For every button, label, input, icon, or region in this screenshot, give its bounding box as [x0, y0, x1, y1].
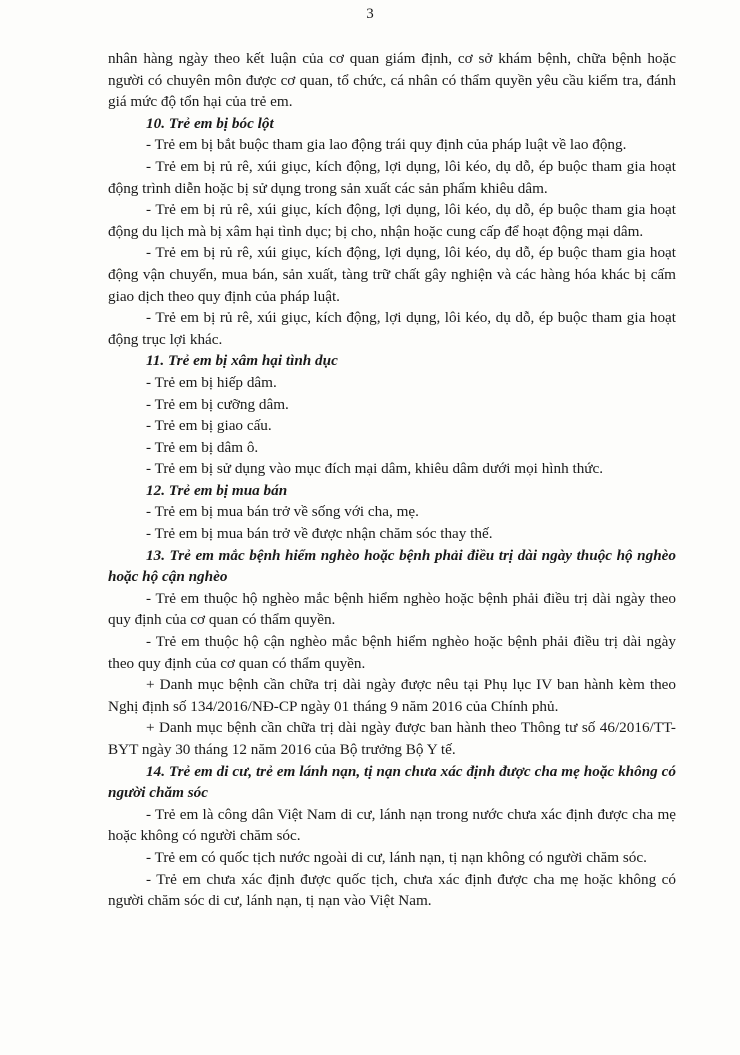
list-item: + Danh mục bệnh cần chữa trị dài ngày được nêu tại Phụ lục IV ban hành kèm theo Nghị định số 134/2016/NĐ-CP ngày 01 tháng 9 năm 2016 của Chính phủ.	[108, 676, 676, 715]
section-heading: 12. Trẻ em bị mua bán	[146, 481, 288, 499]
list-item: - Trẻ em bị mua bán trở về sống với cha, mẹ.	[146, 503, 419, 521]
section-heading: 14. Trẻ em di cư, trẻ em lánh nạn, tị nạn chưa xác định được cha mẹ hoặc không có người chăm sóc	[108, 762, 676, 802]
section-11	[108, 350, 676, 480]
section-12	[108, 480, 676, 545]
section-heading: 10. Trẻ em bị bóc lột	[146, 114, 274, 132]
list-item: - Trẻ em thuộc hộ nghèo mắc bệnh hiểm nghèo hoặc bệnh phải điều trị dài ngày theo quy định của cơ quan có thẩm quyền.	[108, 589, 676, 629]
document-body	[108, 48, 676, 912]
section-heading: 13. Trẻ em mắc bệnh hiểm nghèo hoặc bệnh phải điều trị dài ngày thuộc hộ nghèo hoặc hộ cận nghèo	[108, 546, 676, 586]
list-item: - Trẻ em là công dân Việt Nam di cư, lánh nạn trong nước chưa xác định được cha mẹ hoặc không có người chăm sóc.	[108, 805, 676, 845]
section-heading: 11. Trẻ em bị xâm hại tình dục	[146, 352, 338, 370]
list-item: - Trẻ em bị sử dụng vào mục đích mại dâm, khiêu dâm dưới mọi hình thức.	[146, 460, 604, 478]
section-13	[108, 545, 676, 761]
list-item: - Trẻ em bị rủ rê, xúi giục, kích động, lợi dụng, lôi kéo, dụ dỗ, ép buộc tham gia hoạt động trình diễn hoặc bị sử dụng trong sản xuất các sản phẩm khiêu dâm.	[108, 157, 676, 197]
list-item: - Trẻ em bị dâm ô.	[146, 438, 259, 456]
list-item: - Trẻ em bị cưỡng dâm.	[146, 395, 289, 413]
list-item: - Trẻ em bị rủ rê, xúi giục, kích động, lợi dụng, lôi kéo, dụ dỗ, ép buộc tham gia hoạt động vận chuyển, mua bán, sản xuất, tàng trữ chất gây nghiện và các hàng hóa khác bị cấm giao dịch theo quy định của pháp luật.	[108, 244, 676, 305]
list-item: - Trẻ em bị hiếp dâm.	[146, 373, 277, 391]
list-item: - Trẻ em bị giao cấu.	[146, 417, 272, 435]
section-14	[108, 761, 676, 912]
page-number: 3	[366, 6, 374, 22]
list-item: - Trẻ em bị bắt buộc tham gia lao động trái quy định của pháp luật về lao động.	[146, 136, 627, 154]
list-item: - Trẻ em bị mua bán trở về được nhận chăm sóc thay thế.	[146, 525, 493, 543]
list-item: + Danh mục bệnh cần chữa trị dài ngày được ban hành theo Thông tư số 46/2016/TT-BYT ngày 30 tháng 12 năm 2016 của Bộ trưởng Bộ Y tế.	[108, 719, 676, 758]
section-10	[108, 113, 676, 351]
list-item: - Trẻ em có quốc tịch nước ngoài di cư, lánh nạn, tị nạn không có người chăm sóc.	[146, 848, 647, 866]
list-item: - Trẻ em thuộc hộ cận nghèo mắc bệnh hiểm nghèo hoặc bệnh phải điều trị dài ngày theo quy định của cơ quan có thẩm quyền.	[108, 633, 676, 672]
list-item: - Trẻ em bị rủ rê, xúi giục, kích động, lợi dụng, lôi kéo, dụ dỗ, ép buộc tham gia hoạt động du lịch mà bị xâm hại tình dục; bị cho, nhận hoặc cung cấp để hoạt động mại dâm.	[108, 201, 676, 240]
list-item: - Trẻ em bị rủ rê, xúi giục, kích động, lợi dụng, lôi kéo, dụ dỗ, ép buộc tham gia hoạt động trục lợi khác.	[108, 309, 676, 348]
list-item: - Trẻ em chưa xác định được quốc tịch, chưa xác định được cha mẹ hoặc không có người chăm sóc di cư, lánh nạn, tị nạn vào Việt Nam.	[108, 870, 676, 910]
intro-paragraph: nhân hàng ngày theo kết luận của cơ quan giám định, cơ sở khám bệnh, chữa bệnh hoặc người có chuyên môn được cơ quan, tổ chức, cá nhân có thẩm quyền yêu cầu kiểm tra, đánh giá mức độ tổn hại của trẻ em.	[108, 50, 676, 111]
